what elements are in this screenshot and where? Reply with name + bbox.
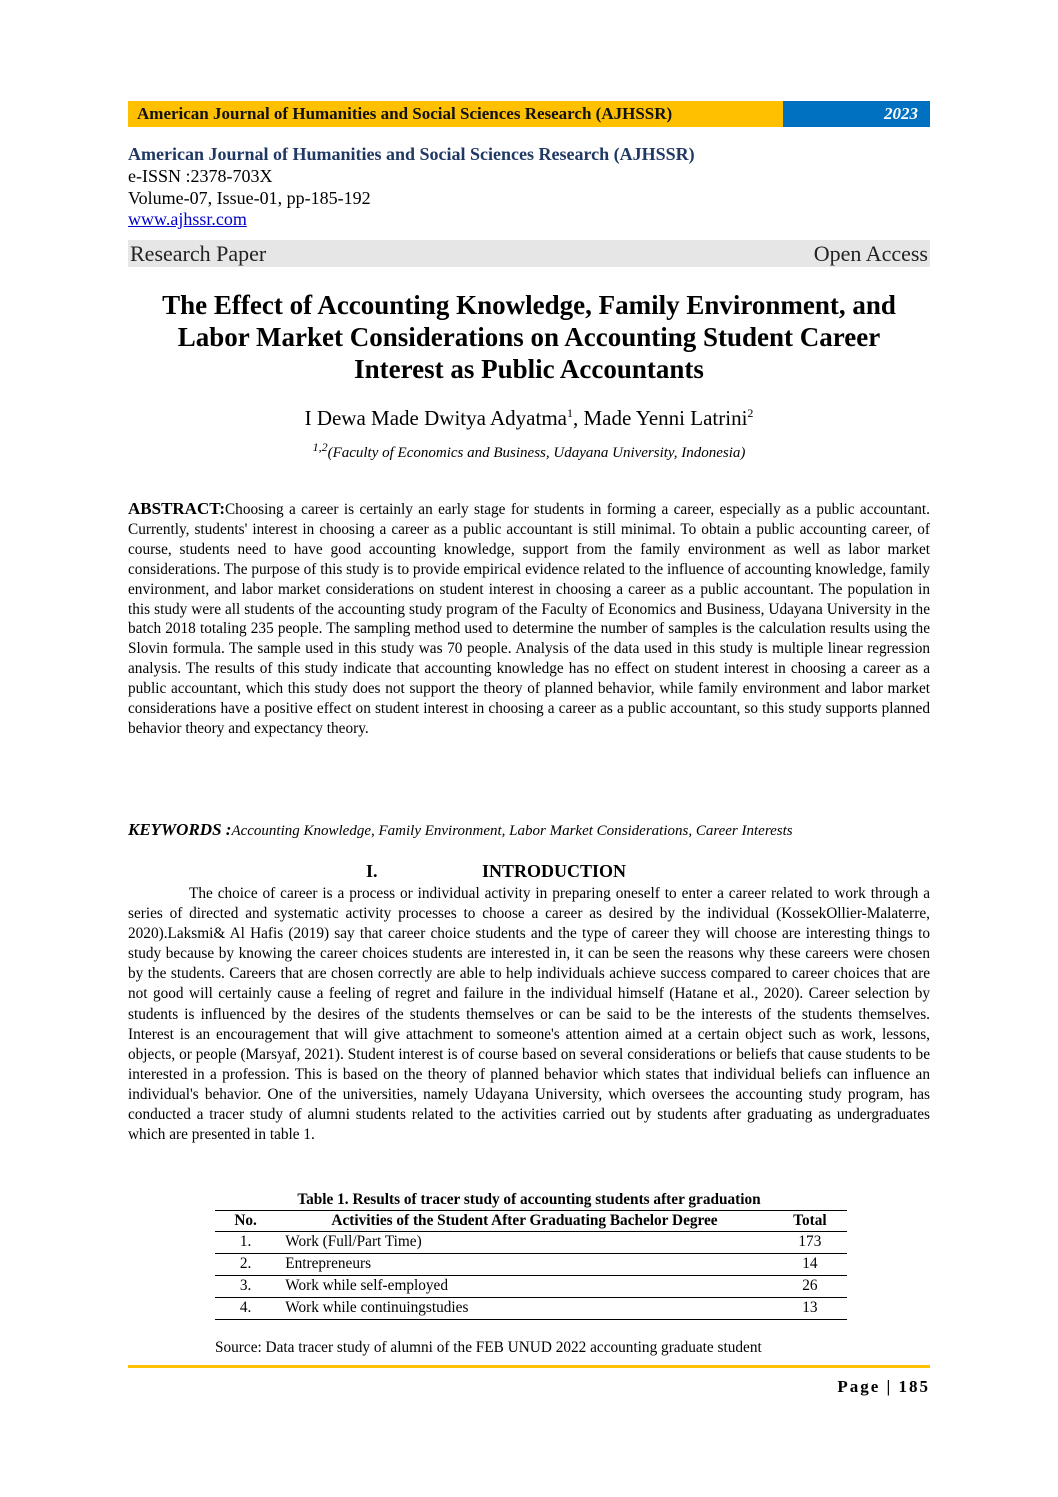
cell-total: 14: [773, 1254, 847, 1276]
header-no: No.: [215, 1211, 276, 1232]
page-label: Page: [837, 1377, 881, 1396]
author-name: I Dewa Made Dwitya Adyatma: [304, 406, 567, 430]
author-list: [128, 406, 930, 431]
cell-total: 26: [773, 1276, 847, 1298]
affiliation-superscript: 1,2: [312, 440, 328, 454]
title-line: The Effect of Accounting Knowledge, Family Environment, and: [162, 290, 896, 320]
abstract-label: ABSTRACT:: [128, 499, 225, 518]
cell-no: 3.: [215, 1276, 276, 1298]
paper-title: [128, 289, 930, 385]
cell-no: 1.: [215, 1232, 276, 1254]
section-title: INTRODUCTION: [482, 861, 627, 881]
cell-total: 13: [773, 1298, 847, 1320]
abstract: [128, 499, 930, 739]
meta-website-link[interactable]: www.ajhssr.com: [128, 209, 247, 229]
cell-no: 4.: [215, 1298, 276, 1320]
meta-eissn: e-ISSN :2378-703X: [128, 166, 273, 186]
author-superscript: 2: [747, 406, 754, 420]
paper-type-label: Research Paper: [130, 240, 267, 266]
cell-activity: Entrepreneurs: [276, 1254, 773, 1276]
affiliation: [128, 440, 930, 462]
table-header-row: [215, 1211, 847, 1232]
header-activity: Activities of the Student After Graduating Bachelor Degree: [276, 1211, 773, 1232]
footer-divider: [128, 1365, 930, 1368]
table-row: [215, 1276, 847, 1298]
table-row: [215, 1254, 847, 1276]
header-journal-name: American Journal of Humanities and Social Sciences Research (AJHSSR): [128, 101, 783, 127]
cell-activity: Work while continuingstudies: [276, 1298, 773, 1320]
keywords-text: Accounting Knowledge, Family Environment, Labor Market Considerations, Career Interests: [231, 823, 793, 839]
meta-volume: Volume-07, Issue-01, pp-185-192: [128, 188, 371, 208]
cell-total: 173: [773, 1232, 847, 1254]
page-number: Page | 185: [837, 1377, 930, 1396]
author-name: Made Yenni Latrini: [583, 406, 748, 430]
author-separator: ,: [573, 406, 584, 430]
open-access-label: Open Access: [813, 240, 928, 266]
section-number: I.: [366, 861, 378, 881]
results-table: [215, 1210, 847, 1320]
title-line: Interest as Public Accountants: [354, 354, 704, 384]
table-source: Source: Data tracer study of alumni of the FEB UNUD 2022 accounting graduate student: [215, 1339, 762, 1356]
author-superscript: 1: [567, 406, 573, 420]
paper-type-bar: [128, 240, 930, 267]
cell-activity: Work while self-employed: [276, 1276, 773, 1298]
abstract-text: Choosing a career is certainly an early stage for students in forming a career, especially as a public accountant. Currently, students' interest in choosing a career as a public accountant is still minimal. To obtain a public accounting career, of course, students need to have good accounting knowledge, support from the family environment as well as labor market considerations. The purpose of this study is to provide empirical evidence related to the influence of accounting knowledge, family environment, and labor market considerations on student interest in choosing a career as a public accountant. The population in this study were all students of the accounting study program of the Faculty of Economics and Business, Udayana University in the batch 2018 totaling 235 people. The sampling method used to determine the number of samples is the calculation results using the Slovin formula. The sample used in this study was 70 people. Analysis of the data used in this study is multiple linear regression analysis. The results of this study indicate that accounting knowledge has no effect on student interest in choosing a career as a public accountant, which this study does not support the theory of planned behavior, while family environment and labor market considerations have a positive effect on student interest in choosing a career as a public accountant, so this study supports planned behavior theory and expectancy theory.: [128, 501, 930, 737]
table-caption: Table 1. Results of tracer study of accounting students after graduation: [297, 1191, 761, 1208]
header-year: 2023: [783, 101, 930, 127]
intro-paragraph: The choice of career is a process or individual activity in preparing oneself to enter a career related to work through a series of directed and systematic activity processes to choose a career as desired by the individual (KossekOllier-Malaterre, 2020).Laksmi& Al Hafis (2019) say that career choice students and the type of career they will choose are interesting things to study because by knowing the career choices students are interested in, it can be seen the reasons why these careers were chosen by the students. Careers that are chosen correctly are able to help individuals achieve success compared to career choices that are not good will certainly cause a feeling of regret and failure in the individual himself (Hatane et al., 2020). Career selection by students is influenced by the desires of the students themselves or can be said to be the interests of the students themselves. Interest is an encouragement that will give attachment to someone's attention aimed at a certain object such as work, lessons, objects, or people (Marsyaf, 2021). Student interest is of course based on several considerations or beliefs that cause students to be interested in a profession. This is based on the theory of planned behavior which states that individual beliefs can influence an individual's behavior. One of the universities, namely Udayana University, which oversees the accounting study program, has conducted a tracer study of alumni students related to the activities carried out by students after graduating as undergraduates which are presented in table 1.: [128, 885, 930, 1144]
keywords: [128, 820, 930, 840]
journal-header-band: [128, 101, 930, 127]
table-row: [215, 1298, 847, 1320]
affiliation-text: (Faculty of Economics and Business, Udayana University, Indonesia): [327, 445, 746, 461]
table-row: [215, 1232, 847, 1254]
keywords-label: KEYWORDS :: [128, 820, 232, 839]
header-total: Total: [773, 1211, 847, 1232]
meta-journal-title: American Journal of Humanities and Social Sciences Research (AJHSSR): [128, 144, 695, 164]
page-number-value: 185: [898, 1377, 930, 1396]
title-line: Labor Market Considerations on Accounting Student Career: [177, 322, 881, 352]
cell-activity: Work (Full/Part Time): [276, 1232, 773, 1254]
cell-no: 2.: [215, 1254, 276, 1276]
journal-meta: [128, 143, 930, 230]
